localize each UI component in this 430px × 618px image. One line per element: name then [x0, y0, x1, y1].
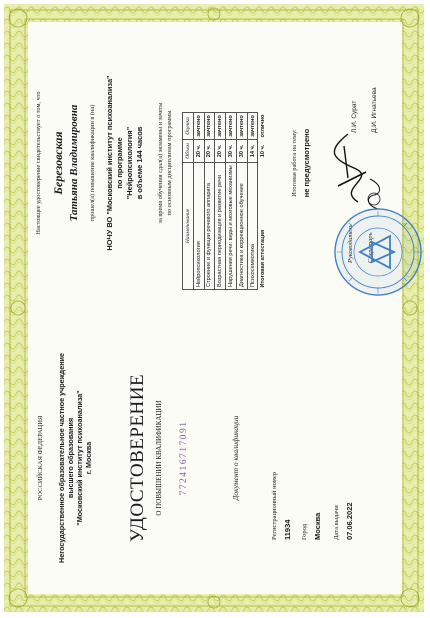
course-name: Возрастная периодизация и развитие речи — [215, 163, 226, 290]
table-row — [247, 113, 258, 290]
table-row — [236, 113, 247, 290]
course-name: Психосемиотика — [247, 163, 258, 290]
course-name: Строение и функции речевого аппарата — [204, 163, 215, 290]
course-hours: 20 ч. — [215, 140, 226, 163]
table-row — [193, 113, 204, 290]
course-hours: 10 ч. — [260, 144, 267, 158]
col-hours-header: Объем — [183, 140, 194, 163]
secretary-name: Д.И. Игнатьева — [371, 87, 378, 133]
course-grade: зачтено — [193, 113, 204, 140]
course-grade: отлично — [260, 114, 267, 138]
courses-table — [182, 112, 268, 290]
course-name: Диагностика и коррекционное обучение — [236, 163, 247, 290]
reg-number-value: 11934 — [283, 519, 292, 540]
table-row — [226, 113, 237, 290]
issue-date-value: 07.06.2022 — [345, 502, 354, 540]
course-grade: зачтено — [226, 113, 237, 140]
doc-subtitle: О ПОВЫШЕНИИ КВАЛИФИКАЦИИ — [155, 400, 163, 516]
holder-name: Татьяна Владимировна — [68, 104, 80, 222]
table-row — [204, 113, 215, 290]
org-line-3: "Московский институт психоанализа" — [75, 390, 84, 526]
course-hours: 20 ч. — [204, 140, 215, 163]
program-volume: в объеме 144 часов — [135, 126, 144, 200]
course-hours: 14 ч. — [247, 140, 258, 163]
course-name: Нарушения речи: виды и мозговые механизмы — [226, 163, 237, 290]
course-grade: зачтено — [247, 113, 258, 140]
table-header-row — [183, 113, 194, 290]
by-program-label: по программе — [115, 137, 124, 189]
program-name: "Нейропсихология" — [125, 126, 134, 200]
course-name: Нейропсихология — [193, 163, 204, 290]
course-hours: 30 ч. — [236, 140, 247, 163]
city-value: Москва — [313, 512, 322, 540]
col-name-header: Наименование — [183, 163, 194, 290]
table-row — [258, 113, 268, 290]
org-line-2: высшего образования — [66, 417, 75, 499]
course-grade: зачтено — [204, 113, 215, 140]
course-name: Итоговая аттестация — [260, 229, 267, 288]
col-grade-header: Оценка — [183, 113, 194, 140]
course-hours: 20 ч. — [193, 140, 204, 163]
org-line-1: Негосударственное образовательное частное учреждение — [57, 353, 66, 563]
course-grade: зачтено — [236, 113, 247, 140]
reg-number-label: Регистрационный номер — [271, 472, 278, 540]
exams-line-2: по основным дисциплинам программы — [166, 110, 173, 216]
final-work-label: Итоговая работа на тему: — [291, 129, 298, 197]
country-label: РОССИЙСКАЯ ФЕДЕРАЦИЯ — [37, 415, 44, 501]
course-grade: зачтено — [215, 113, 226, 140]
city-label: Город — [301, 523, 308, 540]
institution-name: НОЧУ ВО "Московский институт психоанализа" — [105, 75, 114, 251]
issue-date-label: Дата выдачи — [333, 505, 340, 540]
holder-surname: Березовская — [51, 131, 65, 195]
table-row — [215, 113, 226, 290]
seal-stamp-icon — [332, 206, 424, 298]
course-hours: 30 ч. — [226, 140, 237, 163]
serial-number: 772416717091 — [179, 420, 189, 496]
intro-text: Настоящее удостоверение свидетельствует о том, что — [35, 91, 42, 235]
final-work-value: не предусмотрено — [302, 128, 311, 198]
org-line-4: г. Москва — [84, 441, 93, 475]
head-name: Л.И. Сурат — [351, 100, 358, 133]
exams-line-1: за время обучения сдал(а) экзамены и зачеты — [157, 102, 164, 224]
passed-text: прошел(а) повышение квалификации в (на) — [89, 104, 96, 222]
doc-title: УДОСТОВЕРЕНИЕ — [127, 373, 148, 543]
doc-type-label: Документ о квалификации — [231, 415, 240, 501]
